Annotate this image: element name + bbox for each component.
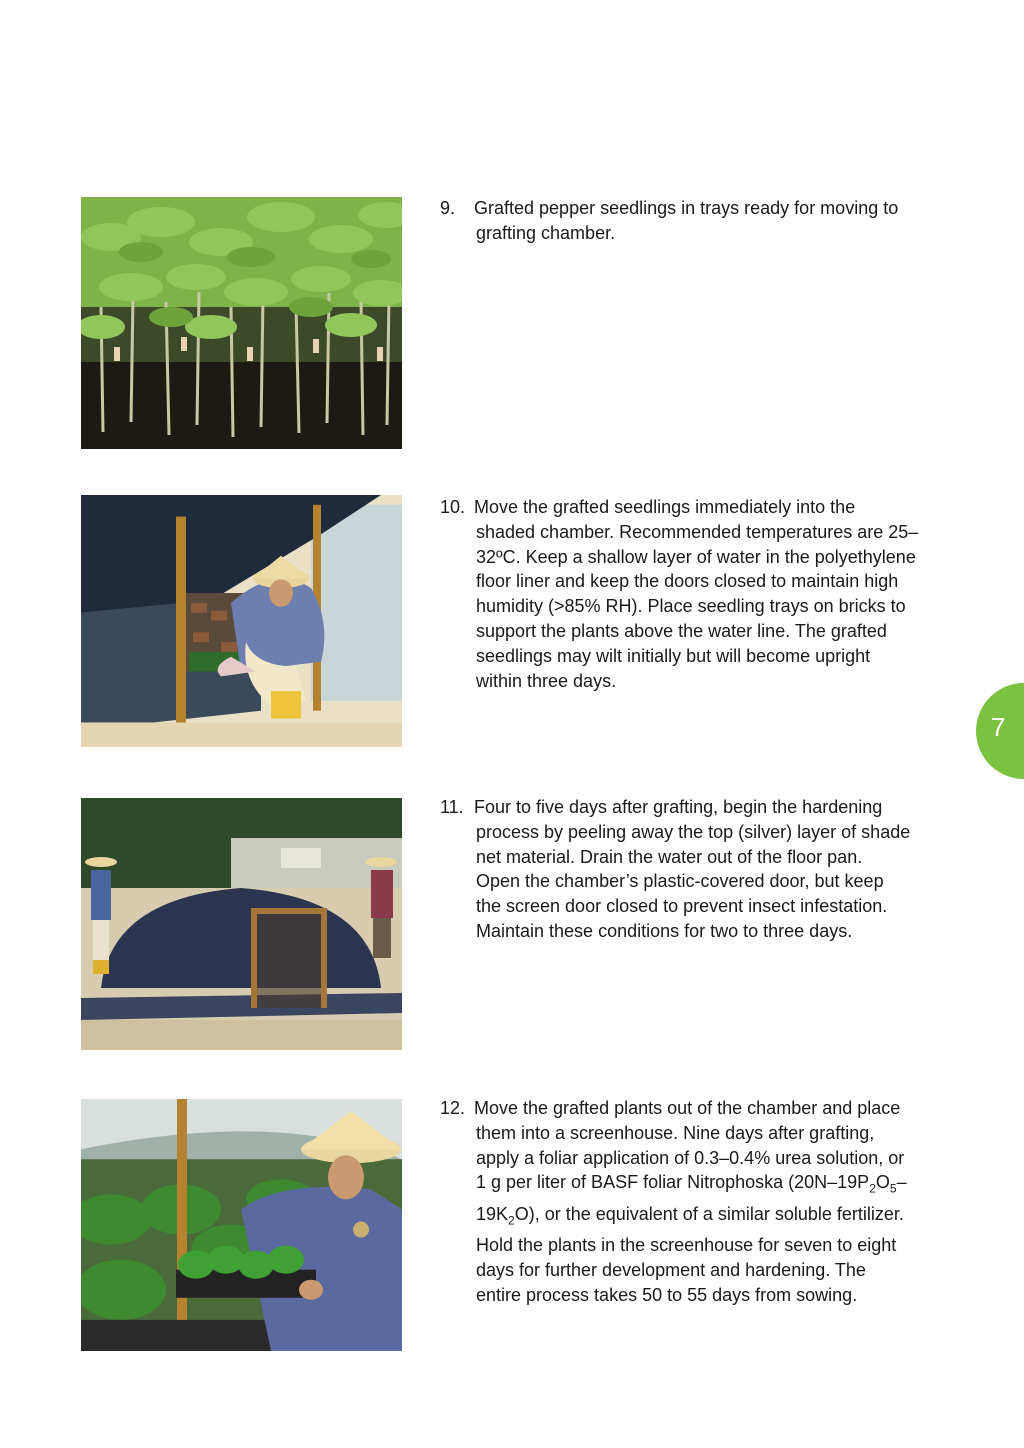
screenhouse-photo — [81, 1099, 402, 1351]
step-number: 11. — [440, 797, 464, 817]
pepper-seedlings-photo — [81, 197, 402, 449]
shaded-chamber-photo — [81, 495, 402, 747]
step-12-caption: 12. Move the grafted plants out of the chamber and place them into a screenhouse. Nine days after grafting, apply a foliar application of 0.3–0.4% urea solution, or 1 g per liter of BASF foliar Nitrophoska ($20N-19P_2O_5-$ $19K_2O$), or the equivalent of a similar soluble fertilizer. Hold the plants in the screenhouse for seven to eight days for further development and hardening. The entire process takes 50 to 55 days from sowing. — [440, 1098, 907, 1305]
step-10-caption: 10. Move the grafted seedlings immediately into the shaded chamber. Recommended temperatures are 25– 32ºC. Keep a shallow layer of water in the polyethylene floor liner and keep the doors closed to maintain high humidity (>85% RH). Place seedling trays on bricks to support the plants above the water line. The grafted seedlings may wilt initially but will become upright within three days. — [440, 497, 919, 691]
step-11-caption: 11. Four to five days after grafting, begin the hardening process by peeling away the top (silver) layer of shade net material. Drain the water out of the floor pan. Open the chamber’s plastic-covered door, but keep the screen door closed to prevent insect infestation. Maintain these conditions for two to three days. — [440, 797, 911, 941]
step-number: 12. — [440, 1098, 466, 1118]
page-number: 7 — [991, 712, 1006, 742]
step-number: 10. — [440, 497, 466, 517]
step-number: 9. — [440, 198, 456, 218]
step-9-caption: 9. Grafted pepper seedlings in trays ready for moving to grafting chamber. — [440, 198, 899, 243]
hardening-chamber-photo — [81, 798, 402, 1050]
